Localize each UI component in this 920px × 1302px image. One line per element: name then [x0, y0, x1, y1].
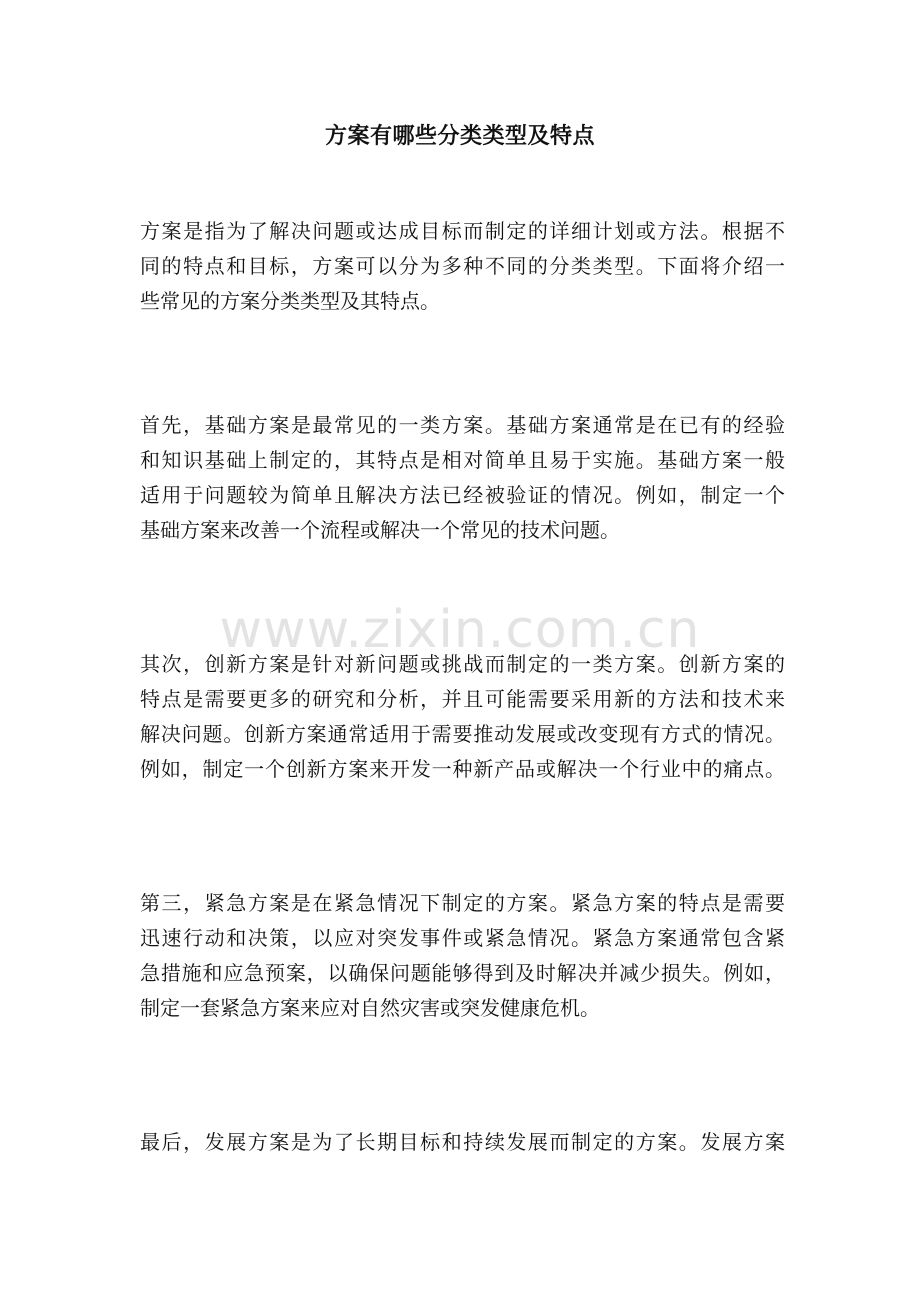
paragraph-line: 第三，紧急方案是在紧急情况下制定的方案。紧急方案的特点是需要 — [140, 891, 785, 915]
paragraph-line: 和知识基础上制定的，其特点是相对简单且易于实施。基础方案一般 — [140, 448, 785, 472]
paragraph-intro — [140, 214, 785, 319]
page-title: 方案有哪些分类类型及特点 — [324, 123, 595, 149]
paragraph-development-plan — [140, 1125, 785, 1160]
paragraph-line: 其次，创新方案是针对新问题或挑战而制定的一类方案。创新方案的 — [140, 652, 785, 676]
paragraph-line: 迅速行动和决策，以应对突发事件或紧急情况。紧急方案通常包含紧 — [140, 926, 785, 950]
paragraph-line: 急措施和应急预案，以确保问题能够得到及时解决并减少损失。例如， — [140, 961, 785, 985]
paragraph-line: 最后，发展方案是为了长期目标和持续发展而制定的方案。发展方案 — [140, 1130, 785, 1154]
watermark: www.zixin.com.cn — [219, 600, 701, 660]
paragraph-basic-plan — [140, 408, 785, 548]
paragraph-line: 方案是指为了解决问题或达成目标而制定的详细计划或方法。根据不 — [140, 219, 785, 243]
paragraph-line: 同的特点和目标，方案可以分为多种不同的分类类型。下面将介绍一 — [140, 254, 785, 278]
paragraph-line: 例如，制定一个创新方案来开发一种新产品或解决一个行业中的痛点。 — [140, 757, 785, 781]
paragraph-line: 制定一套紧急方案来应对自然灾害或突发健康危机。 — [140, 996, 600, 1020]
paragraph-innovation-plan — [140, 647, 785, 787]
paragraph-line: 适用于问题较为简单且解决方法已经被验证的情况。例如，制定一个 — [140, 483, 785, 507]
paragraph-line: 基础方案来改善一个流程或解决一个常见的技术问题。 — [140, 518, 620, 542]
paragraph-line: 首先，基础方案是最常见的一类方案。基础方案通常是在已有的经验 — [140, 413, 785, 437]
paragraph-line: 些常见的方案分类类型及其特点。 — [140, 289, 440, 313]
paragraph-line: 解决问题。创新方案通常适用于需要推动发展或改变现有方式的情况。 — [140, 722, 785, 746]
paragraph-line: 特点是需要更多的研究和分析，并且可能需要采用新的方法和技术来 — [140, 687, 785, 711]
paragraph-emergency-plan — [140, 886, 785, 1026]
